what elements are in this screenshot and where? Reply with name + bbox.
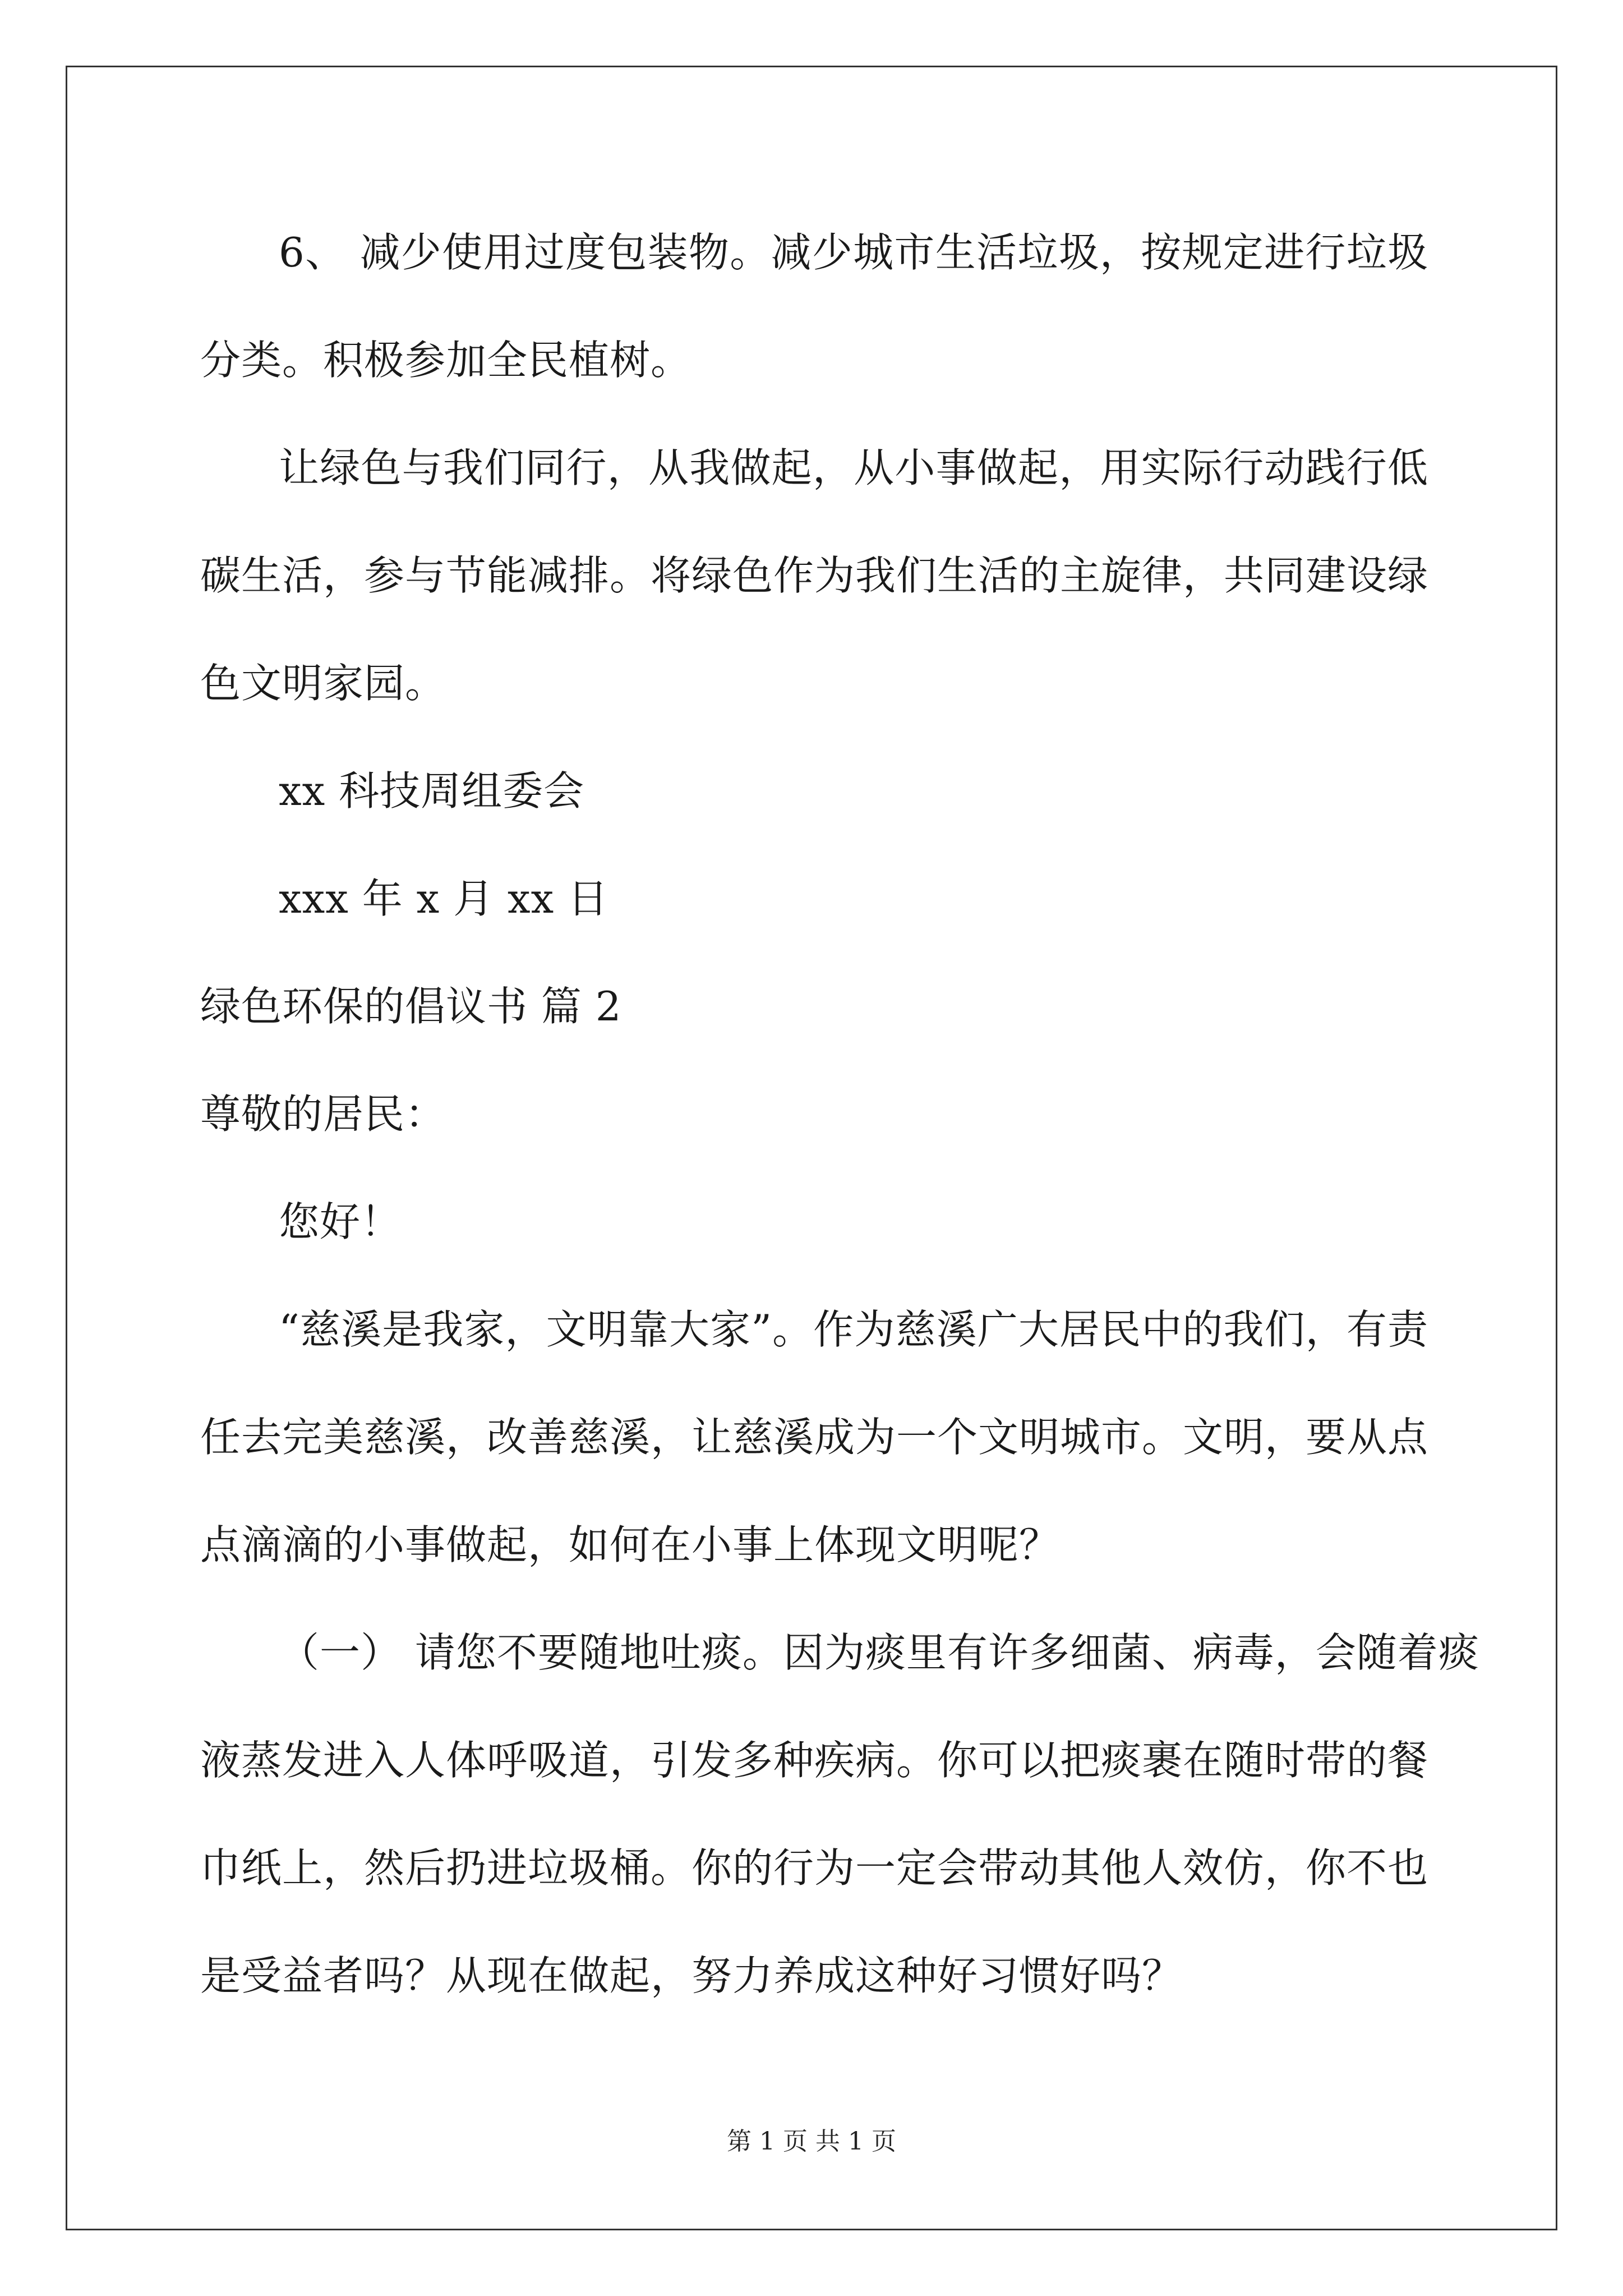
- section-heading: 绿色环保的倡议书 篇 2: [200, 983, 622, 1030]
- text-line: 液蒸发进入人体呼吸道，引发多种疾病。你可以把痰裹在随时带的餐: [200, 1737, 1429, 1784]
- text-line: 6、 减少使用过度包装物。减少城市生活垃圾，按规定进行垃圾: [279, 229, 1428, 276]
- text-line: 巾纸上，然后扔进垃圾桶。你的行为一定会带动其他人效仿，你不也: [200, 1844, 1429, 1892]
- text-line: 让绿色与我们同行，从我做起，从小事做起，用实际行动践行低: [279, 444, 1428, 491]
- signature-organization: xx 科技周组委会: [279, 767, 585, 815]
- text-line: 点滴滴的小事做起，如何在小事上体现文明呢？: [200, 1521, 1061, 1568]
- text-line: 任去完美慈溪，改善慈溪，让慈溪成为一个文明城市。文明，要从点: [200, 1414, 1429, 1461]
- signature-date: xxx 年 x 月 xx 日: [279, 875, 609, 922]
- text-line: （一） 请您不要随地吐痰。因为痰里有许多细菌、病毒，会随着痰: [279, 1629, 1479, 1676]
- text-line: 碳生活，参与节能减排。将绿色作为我们生活的主旋律，共同建设绿: [200, 552, 1429, 599]
- page-footer: 第 1 页 共 1 页: [727, 2127, 896, 2156]
- text-line: 是受益者吗？从现在做起，努力养成这种好习惯好吗？: [200, 1952, 1183, 1999]
- page-border: [66, 66, 1557, 2230]
- salutation: 尊敬的居民：: [200, 1091, 446, 1138]
- text-line: “慈溪是我家，文明靠大家”。作为慈溪广大居民中的我们，有责: [279, 1306, 1428, 1353]
- text-line: 分类。积极参加全民植树。: [200, 337, 692, 384]
- greeting: 您好！: [279, 1198, 402, 1245]
- text-line: 色文明家园。: [200, 660, 446, 707]
